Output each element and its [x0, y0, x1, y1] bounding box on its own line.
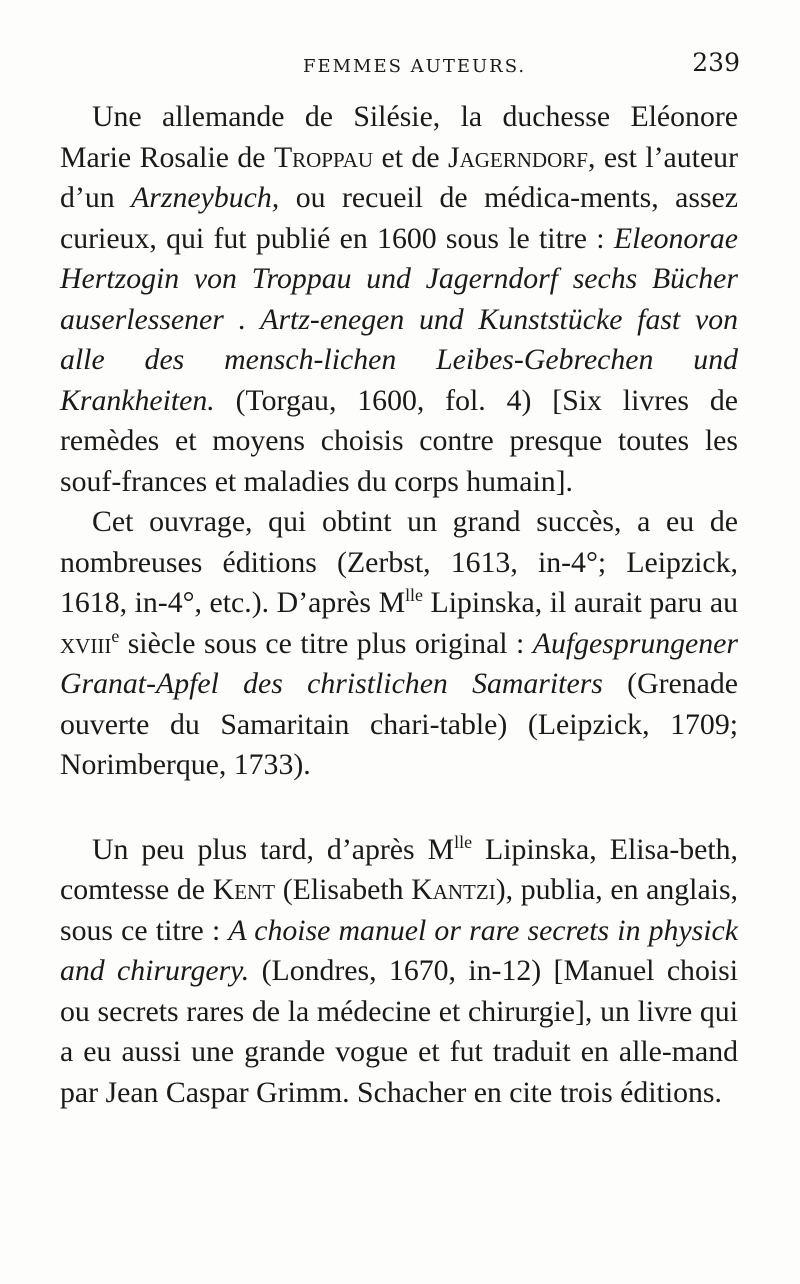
paragraph-gap	[60, 786, 738, 830]
text-run: (Londres, 1670, in-12) [Manuel choisi ou secrets rares de la médecine et chirurgie], un livre qui a eu aussi une grande vogue et fut traduit en alle-mand par Jean Caspar Grimm. Schacher en cite trois éditions.	[60, 954, 738, 1109]
book-title-granat-apfel: Aufgesprungener Granat-Apfel des christlichen Samariters	[60, 626, 738, 700]
text-run: , est l’auteur d’un	[60, 140, 738, 214]
superscript-e: e	[111, 625, 120, 646]
running-title: FEMMES AUTEURS.	[303, 56, 527, 77]
page-header	[58, 48, 740, 84]
text-run: Cet ouvrage, qui obtint un grand succès, a eu de nombreuses éditions (Zerbst, 1613, in-4°; Leipzick, 1618, in-4°, etc.). D’après M	[60, 505, 738, 619]
text-run: Un peu plus tard, d’après M	[92, 832, 455, 866]
text-run: siècle sous ce titre plus original :	[119, 626, 533, 660]
paragraph-editions	[60, 502, 738, 786]
book-title-german: Eleonorae Hertzogin von Troppau und Jagerndorf sechs Bücher auserlessener . Artz-enegen und Kunststücke fast von alle des mensch-lichen Leibes-Gebrechen und Krankheiten.	[60, 221, 738, 417]
superscript-lle: lle	[454, 831, 472, 852]
name-kent: Kent	[212, 873, 276, 906]
text-run: (Torgau, 1600, fol. 4) [Six livres de remèdes et moyens choisis contre presque toutes les souf-frances et maladies du corps humain].	[60, 383, 738, 498]
paragraph-silesie	[60, 97, 738, 502]
century-numeral: xviii	[60, 626, 112, 660]
paragraph-kent	[60, 830, 738, 1114]
superscript-lle: lle	[405, 585, 423, 606]
name-troppau: Troppau	[273, 140, 374, 174]
book-title-choise-manuel: A choise manuel or rare secrets in physick and chirurgery.	[60, 913, 738, 987]
text-run: Une allemande de Silésie, la duchesse Eléonore Marie Rosalie de	[60, 100, 738, 174]
page-body	[60, 97, 738, 1113]
text-run: et de	[373, 140, 448, 174]
name-jagerndorf: Jagerndorf	[447, 140, 588, 174]
text-run: ), publia, en anglais, sous ce titre :	[60, 873, 738, 947]
text-run: ou recueil de médica-ments, assez curieux, qui fut publié en 1600 sous le titre :	[60, 181, 738, 255]
text-run: Lipinska, il aurait paru au	[422, 586, 738, 619]
text-run: Lipinska, Elisa-beth, comtesse de	[60, 832, 738, 906]
text-run: (Elisabeth	[275, 873, 412, 906]
book-title-arzneybuch: Arzneybuch,	[131, 181, 280, 214]
name-kantzi: Kantzi	[411, 873, 496, 906]
text-run: (Grenade ouverte du Samaritain chari-table) (Leipzick, 1709; Norimberque, 1733).	[60, 667, 738, 781]
page-number: 239	[692, 48, 740, 77]
